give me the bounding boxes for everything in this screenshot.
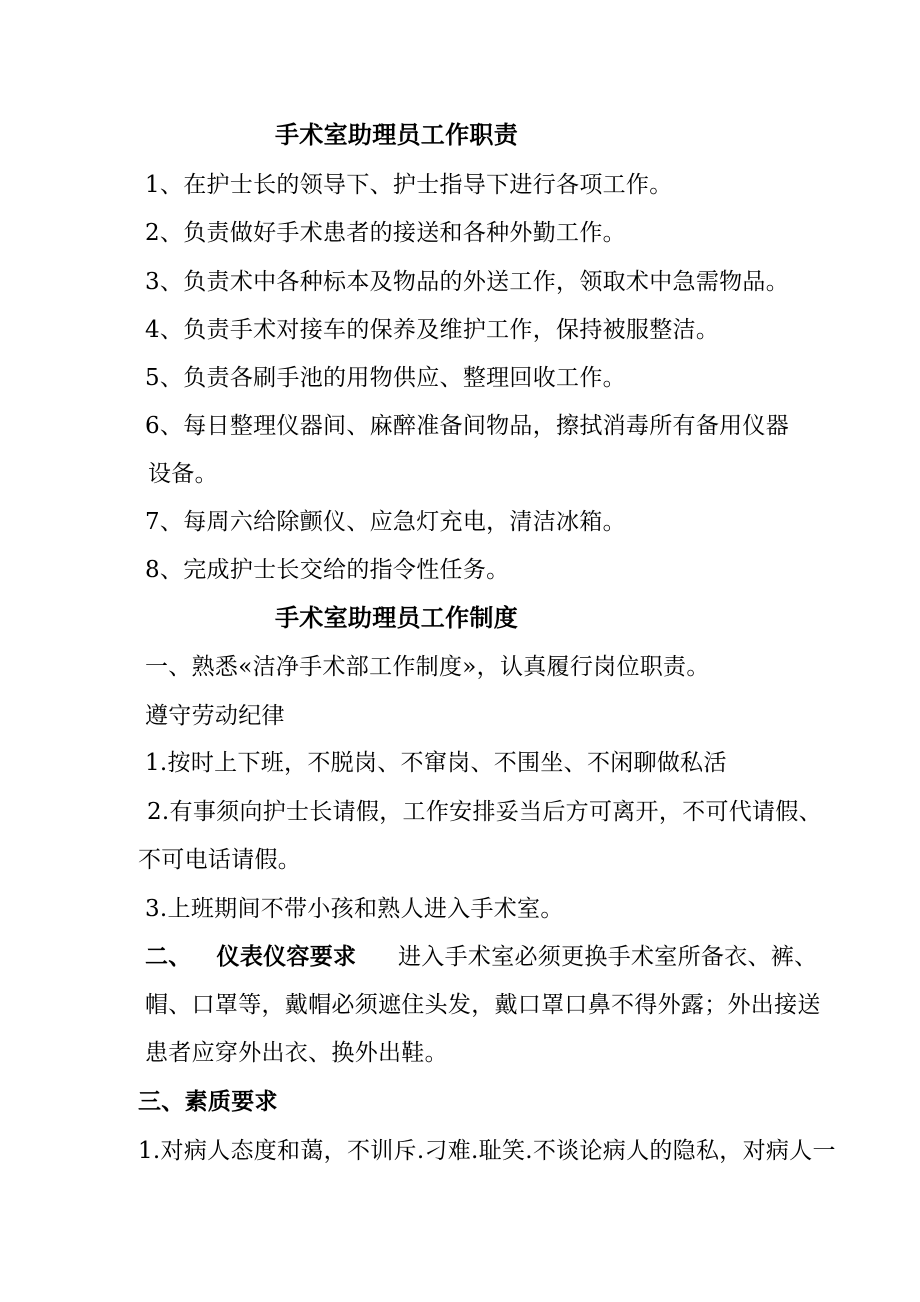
rules-section-2-text: 进入手术室必须更换手术室所备衣、裤、 bbox=[398, 944, 818, 970]
duty-item-continued: 设备。 bbox=[148, 461, 218, 487]
duty-item: 3、负责术中各种标本及物品的外送工作，领取术中急需物品。 bbox=[145, 269, 790, 295]
rules-section-3-heading: 三、素质要求 bbox=[138, 1088, 278, 1115]
duty-item: 4、负责手术对接车的保养及维护工作，保持被服整洁。 bbox=[145, 317, 720, 343]
duty-item: 5、负责各刷手池的用物供应、整理回收工作。 bbox=[145, 365, 626, 391]
duty-item: 1、在护士长的领导下、护士指导下进行各项工作。 bbox=[145, 172, 673, 198]
duties-title: 手术室助理员工作职责 bbox=[275, 120, 518, 149]
rules-section-2-text: 患者应穿外出衣、换外出鞋。 bbox=[145, 1040, 448, 1066]
rules-title: 手术室助理员工作制度 bbox=[275, 603, 518, 632]
rules-section-2-heading: 二、 仪表仪容要求 bbox=[145, 943, 357, 970]
rules-item: 1.按时上下班，不脱岗、不窜岗、不围坐、不闲聊做私活 bbox=[145, 750, 727, 776]
duty-item: 8、完成护士长交给的指令性任务。 bbox=[145, 557, 510, 583]
duty-item: 7、每周六给除颤仪、应急灯充电，清洁冰箱。 bbox=[145, 509, 626, 535]
rules-section-1: 一、熟悉«洁净手术部工作制度»，认真履行岗位职责。 bbox=[145, 654, 710, 680]
rules-item-continued: 不可电话请假。 bbox=[138, 847, 302, 873]
rules-item: 3.上班期间不带小孩和熟人进入手术室。 bbox=[145, 896, 564, 922]
rules-item: 2.有事须向护士长请假，工作安排妥当后方可离开，不可代请假、 bbox=[147, 799, 822, 825]
rules-section-1-subheading: 遵守劳动纪律 bbox=[145, 703, 285, 729]
duty-item: 6、每日整理仪器间、麻醉准备间物品，擦拭消毒所有备用仪器 bbox=[145, 413, 790, 439]
rules-section-3-text: 1.对病人态度和蔼，不训斥.刁难.耻笑.不谈论病人的隐私，对病人一 bbox=[138, 1138, 836, 1164]
rules-section-2-text: 帽、口罩等，戴帽必须遮住头发，戴口罩口鼻不得外露；外出接送 bbox=[145, 992, 821, 1018]
duty-item: 2、负责做好手术患者的接送和各种外勤工作。 bbox=[145, 220, 626, 246]
